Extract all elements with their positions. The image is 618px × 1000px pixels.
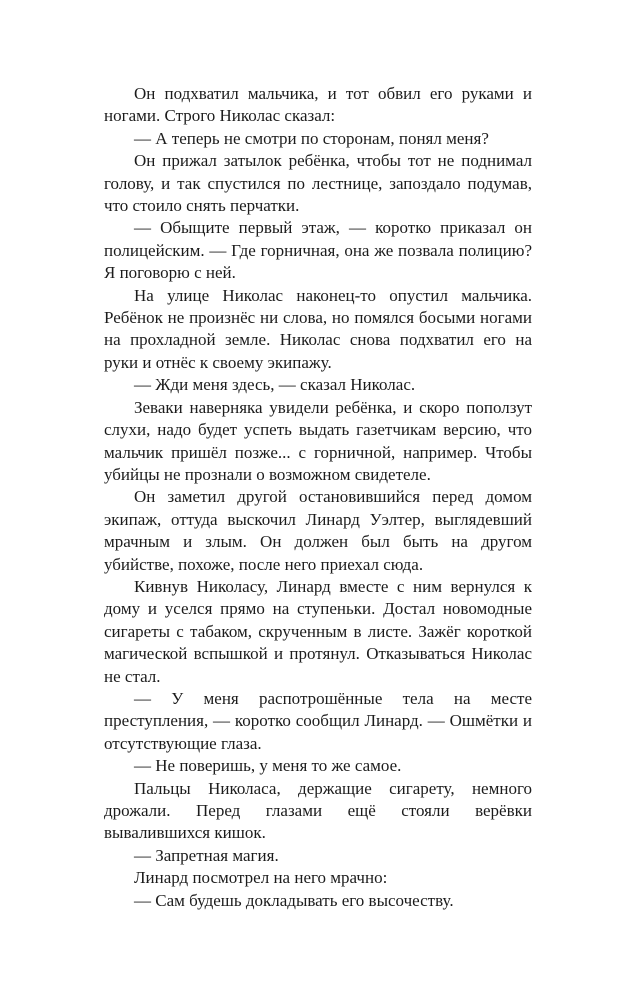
dialogue-line: — А теперь не смотри по сторонам, понял меня? <box>134 128 489 148</box>
paragraph: Зеваки наверняка увидели ребёнка, и скоро поползут слухи, надо будет успеть выдать газетчикам версию, что мальчик пришёл позже... с горничной, например. Чтобы убийцы не прознали о возможном свидетеле. <box>104 397 532 484</box>
dialogue-line: — Не поверишь, у меня то же самое. <box>134 756 402 776</box>
paragraph: Линард посмотрел на него мрачно: <box>134 868 388 888</box>
paragraph: Кивнув Николасу, Линард вместе с ним вернулся к дому и уселся прямо на ступеньки. Достал новомодные сигареты с табаком, скрученным в листе. Зажёг короткой магической вспышкой и протянул. Отказываться Николас не стал. <box>104 576 532 686</box>
dialogue-line: — Запретная магия. <box>134 845 279 865</box>
paragraph: Он заметил другой остановившийся перед домом экипаж, оттуда выскочил Линард Уэлтер, выглядевший мрачным и злым. Он должен был быть на другом убийстве, похоже, после него приехал сюда. <box>104 487 532 574</box>
dialogue-line: — Обыщите первый этаж, — коротко приказал он полицейским. — Где горничная, она же позвала полицию? Я поговорю с ней. <box>104 218 532 283</box>
paragraph: Он прижал затылок ребёнка, чтобы тот не поднимал голову, и так спустился по лестнице, запоздало подумав, что стоило снять перчатки. <box>104 151 532 216</box>
dialogue-line: — Жди меня здесь, — сказал Николас. <box>134 375 416 395</box>
paragraph: Он подхватил мальчика, и тот обвил его руками и ногами. Строго Николас сказал: <box>104 84 532 126</box>
paragraph: Пальцы Николаса, держащие сигарету, немного дрожали. Перед глазами ещё стояли верёвки вывалившихся кишок. <box>104 778 532 843</box>
paragraph: На улице Николас наконец-то опустил мальчика. Ребёнок не произнёс ни слова, но помялся босыми ногами на прохладной земле. Николас снова подхватил его на руки и отнёс к своему экипажу. <box>104 285 532 372</box>
dialogue-line: — Сам будешь докладывать его высочеству. <box>134 890 454 910</box>
dialogue-line: — У меня распотрошённые тела на месте преступления, — коротко сообщил Линард. — Ошмётки и отсутствующие глаза. <box>104 688 532 753</box>
page-text-block <box>104 83 532 912</box>
